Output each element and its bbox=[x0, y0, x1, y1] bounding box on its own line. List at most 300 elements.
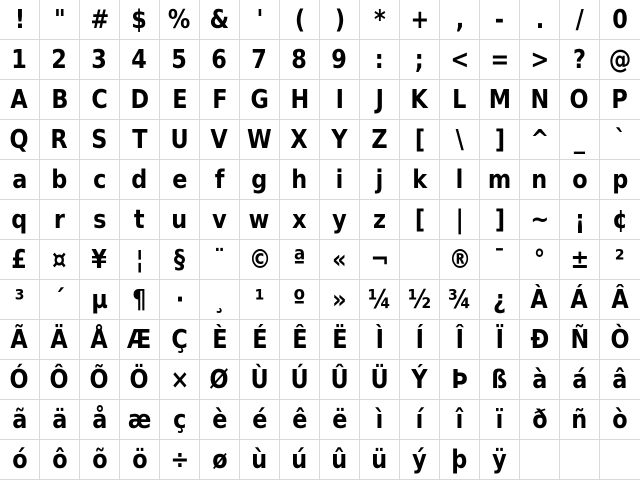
glyph-character: ¿ bbox=[493, 284, 506, 315]
glyph-cell[interactable] bbox=[240, 360, 280, 400]
glyph-cell[interactable] bbox=[600, 240, 640, 280]
glyph-cell[interactable] bbox=[400, 440, 440, 480]
glyph-cell[interactable] bbox=[360, 360, 400, 400]
glyph-character: ö bbox=[131, 444, 148, 475]
glyph-cell[interactable] bbox=[120, 400, 160, 440]
glyph-cell[interactable] bbox=[600, 440, 640, 480]
glyph-character: ^ bbox=[530, 124, 549, 155]
glyph-cell[interactable] bbox=[200, 240, 240, 280]
glyph-cell[interactable] bbox=[240, 80, 280, 120]
glyph-character: Ò bbox=[610, 324, 630, 355]
glyph-character: 3 bbox=[91, 44, 108, 75]
glyph-character: à bbox=[531, 364, 548, 395]
glyph-cell[interactable] bbox=[280, 240, 320, 280]
glyph-cell[interactable] bbox=[120, 80, 160, 120]
glyph-cell[interactable] bbox=[200, 360, 240, 400]
glyph-character: Ô bbox=[49, 364, 69, 395]
glyph-cell[interactable] bbox=[200, 320, 240, 360]
glyph-cell[interactable] bbox=[280, 400, 320, 440]
glyph-cell[interactable] bbox=[520, 280, 560, 320]
glyph-cell[interactable] bbox=[40, 120, 80, 160]
glyph-character: r bbox=[53, 204, 66, 235]
glyph-character: ± bbox=[570, 244, 589, 275]
glyph-cell[interactable] bbox=[520, 160, 560, 200]
glyph-cell[interactable] bbox=[0, 160, 40, 200]
glyph-cell[interactable] bbox=[200, 40, 240, 80]
glyph-cell[interactable] bbox=[520, 200, 560, 240]
glyph-cell[interactable] bbox=[0, 360, 40, 400]
glyph-character: ú bbox=[291, 444, 308, 475]
glyph-cell[interactable] bbox=[360, 160, 400, 200]
glyph-character: 7 bbox=[251, 44, 268, 75]
glyph-cell[interactable] bbox=[160, 360, 200, 400]
glyph-character: ¡ bbox=[574, 204, 585, 235]
glyph-cell[interactable] bbox=[240, 160, 280, 200]
glyph-cell[interactable] bbox=[160, 160, 200, 200]
glyph-cell[interactable] bbox=[560, 160, 600, 200]
glyph-character: ó bbox=[11, 444, 28, 475]
glyph-cell[interactable] bbox=[440, 80, 480, 120]
glyph-cell[interactable] bbox=[200, 120, 240, 160]
glyph-cell[interactable] bbox=[560, 280, 600, 320]
glyph-cell[interactable] bbox=[360, 400, 400, 440]
glyph-character: # bbox=[90, 4, 109, 35]
glyph-character: ñ bbox=[571, 404, 588, 435]
glyph-cell[interactable] bbox=[600, 120, 640, 160]
glyph-cell[interactable] bbox=[600, 40, 640, 80]
glyph-character: . bbox=[535, 4, 544, 35]
glyph-cell[interactable] bbox=[120, 360, 160, 400]
glyph-cell[interactable] bbox=[160, 120, 200, 160]
glyph-character: < bbox=[450, 44, 469, 75]
glyph-cell[interactable] bbox=[120, 440, 160, 480]
glyph-cell[interactable] bbox=[240, 320, 280, 360]
glyph-character: o bbox=[571, 164, 588, 195]
glyph-cell[interactable] bbox=[40, 240, 80, 280]
glyph-cell[interactable] bbox=[560, 80, 600, 120]
glyph-cell[interactable] bbox=[480, 360, 520, 400]
glyph-cell[interactable] bbox=[280, 320, 320, 360]
glyph-character: 5 bbox=[171, 44, 188, 75]
glyph-cell[interactable] bbox=[560, 440, 600, 480]
glyph-cell[interactable] bbox=[360, 120, 400, 160]
glyph-character: ¯ bbox=[493, 244, 506, 275]
glyph-cell[interactable] bbox=[40, 400, 80, 440]
glyph-cell[interactable] bbox=[320, 200, 360, 240]
glyph-cell[interactable] bbox=[320, 280, 360, 320]
glyph-cell[interactable] bbox=[400, 200, 440, 240]
glyph-cell[interactable] bbox=[480, 240, 520, 280]
glyph-cell[interactable] bbox=[360, 200, 400, 240]
glyph-cell[interactable] bbox=[120, 200, 160, 240]
glyph-character: ! bbox=[14, 4, 25, 35]
glyph-cell[interactable] bbox=[480, 80, 520, 120]
glyph-character: 8 bbox=[291, 44, 308, 75]
glyph-character: £ bbox=[11, 244, 28, 275]
glyph-cell[interactable] bbox=[320, 440, 360, 480]
glyph-cell[interactable] bbox=[440, 40, 480, 80]
glyph-cell[interactable] bbox=[400, 400, 440, 440]
glyph-character: ô bbox=[51, 444, 68, 475]
glyph-cell[interactable] bbox=[160, 40, 200, 80]
glyph-cell[interactable] bbox=[280, 40, 320, 80]
glyph-cell[interactable] bbox=[40, 160, 80, 200]
glyph-cell[interactable] bbox=[400, 160, 440, 200]
glyph-cell[interactable] bbox=[40, 280, 80, 320]
glyph-cell[interactable] bbox=[480, 40, 520, 80]
glyph-character: ¹ bbox=[254, 284, 265, 315]
glyph-character: ã bbox=[11, 404, 28, 435]
glyph-character: M bbox=[488, 84, 511, 115]
glyph-cell[interactable] bbox=[80, 200, 120, 240]
glyph-cell[interactable] bbox=[520, 40, 560, 80]
glyph-cell[interactable] bbox=[480, 120, 520, 160]
glyph-character: Ø bbox=[209, 364, 229, 395]
glyph-character: k bbox=[412, 164, 427, 195]
glyph-character: w bbox=[249, 204, 270, 235]
glyph-character: ] bbox=[494, 124, 505, 155]
glyph-cell[interactable] bbox=[400, 240, 440, 280]
glyph-character: * bbox=[373, 4, 386, 35]
glyph-cell[interactable] bbox=[600, 0, 640, 40]
glyph-cell[interactable] bbox=[440, 0, 480, 40]
glyph-character: ; bbox=[415, 44, 424, 75]
glyph-cell[interactable] bbox=[320, 40, 360, 80]
glyph-character: § bbox=[173, 244, 186, 275]
glyph-character: ) bbox=[334, 4, 345, 35]
glyph-character: ³ bbox=[14, 284, 25, 315]
glyph-cell[interactable] bbox=[400, 320, 440, 360]
glyph-cell[interactable] bbox=[480, 160, 520, 200]
glyph-character: ø bbox=[211, 444, 228, 475]
glyph-cell[interactable] bbox=[520, 240, 560, 280]
glyph-cell[interactable] bbox=[240, 400, 280, 440]
glyph-cell[interactable] bbox=[440, 120, 480, 160]
glyph-character: ' bbox=[256, 4, 263, 35]
glyph-cell[interactable] bbox=[440, 360, 480, 400]
glyph-cell[interactable] bbox=[480, 200, 520, 240]
glyph-cell[interactable] bbox=[80, 280, 120, 320]
glyph-cell[interactable] bbox=[120, 240, 160, 280]
glyph-character: Ì bbox=[375, 324, 384, 355]
glyph-cell[interactable] bbox=[320, 320, 360, 360]
glyph-cell[interactable] bbox=[0, 240, 40, 280]
glyph-cell[interactable] bbox=[560, 320, 600, 360]
glyph-cell[interactable] bbox=[40, 200, 80, 240]
glyph-cell[interactable] bbox=[280, 0, 320, 40]
glyph-cell[interactable] bbox=[80, 40, 120, 80]
glyph-character: [ bbox=[414, 124, 425, 155]
glyph-cell[interactable] bbox=[160, 320, 200, 360]
glyph-cell[interactable] bbox=[320, 160, 360, 200]
glyph-character: i bbox=[335, 164, 344, 195]
glyph-character: Î bbox=[455, 324, 464, 355]
glyph-character: þ bbox=[451, 444, 468, 475]
glyph-character: Â bbox=[611, 284, 629, 315]
glyph-cell[interactable] bbox=[520, 80, 560, 120]
glyph-cell[interactable] bbox=[600, 400, 640, 440]
glyph-cell[interactable] bbox=[440, 200, 480, 240]
glyph-character: H bbox=[290, 84, 309, 115]
glyph-cell[interactable] bbox=[240, 280, 280, 320]
glyph-cell[interactable] bbox=[600, 160, 640, 200]
glyph-cell[interactable] bbox=[560, 0, 600, 40]
glyph-cell[interactable] bbox=[400, 80, 440, 120]
glyph-character: × bbox=[170, 364, 189, 395]
glyph-character: ~ bbox=[530, 204, 549, 235]
glyph-cell[interactable] bbox=[0, 320, 40, 360]
glyph-cell[interactable] bbox=[200, 0, 240, 40]
glyph-cell[interactable] bbox=[440, 320, 480, 360]
glyph-cell[interactable] bbox=[600, 280, 640, 320]
glyph-cell[interactable] bbox=[200, 280, 240, 320]
glyph-cell[interactable] bbox=[440, 240, 480, 280]
glyph-cell[interactable] bbox=[360, 320, 400, 360]
glyph-cell[interactable] bbox=[280, 280, 320, 320]
glyph-character: p bbox=[611, 164, 629, 195]
glyph-cell[interactable] bbox=[400, 120, 440, 160]
glyph-cell[interactable] bbox=[0, 120, 40, 160]
glyph-cell[interactable] bbox=[80, 240, 120, 280]
glyph-cell[interactable] bbox=[480, 400, 520, 440]
glyph-character: ] bbox=[494, 204, 505, 235]
glyph-cell[interactable] bbox=[600, 80, 640, 120]
glyph-cell[interactable] bbox=[120, 40, 160, 80]
glyph-cell[interactable] bbox=[520, 400, 560, 440]
glyph-character: 2 bbox=[51, 44, 68, 75]
glyph-cell[interactable] bbox=[240, 240, 280, 280]
glyph-character: s bbox=[92, 204, 107, 235]
glyph-cell[interactable] bbox=[280, 120, 320, 160]
glyph-character: ì bbox=[375, 404, 384, 435]
glyph-cell[interactable] bbox=[360, 240, 400, 280]
glyph-character: 1 bbox=[11, 44, 28, 75]
glyph-character: : bbox=[375, 44, 384, 75]
glyph-character: ¸ bbox=[213, 284, 226, 315]
glyph-character: » bbox=[332, 284, 347, 315]
glyph-character: ² bbox=[615, 244, 625, 275]
glyph-character: û bbox=[331, 444, 348, 475]
glyph-character: - bbox=[494, 4, 505, 35]
glyph-cell[interactable] bbox=[40, 0, 80, 40]
glyph-character: J bbox=[375, 84, 384, 115]
glyph-character: Ö bbox=[129, 364, 149, 395]
glyph-cell[interactable] bbox=[40, 80, 80, 120]
glyph-character: Ð bbox=[530, 324, 549, 355]
glyph-cell[interactable] bbox=[520, 320, 560, 360]
glyph-cell[interactable] bbox=[240, 0, 280, 40]
glyph-character: 0 bbox=[612, 4, 628, 35]
glyph-character: Í bbox=[415, 324, 424, 355]
glyph-character: Ú bbox=[290, 364, 309, 395]
glyph-cell[interactable] bbox=[0, 40, 40, 80]
glyph-character: É bbox=[251, 324, 268, 355]
glyph-character: W bbox=[247, 124, 272, 155]
glyph-character: º bbox=[293, 284, 306, 315]
glyph-cell[interactable] bbox=[280, 160, 320, 200]
glyph-cell[interactable] bbox=[240, 120, 280, 160]
glyph-character: d bbox=[131, 164, 148, 195]
glyph-cell[interactable] bbox=[160, 80, 200, 120]
glyph-character: « bbox=[332, 244, 347, 275]
glyph-cell[interactable] bbox=[560, 360, 600, 400]
glyph-character: + bbox=[410, 4, 429, 35]
glyph-cell[interactable] bbox=[520, 0, 560, 40]
glyph-cell[interactable] bbox=[120, 120, 160, 160]
glyph-cell[interactable] bbox=[280, 360, 320, 400]
glyph-cell[interactable] bbox=[240, 440, 280, 480]
glyph-cell[interactable] bbox=[360, 440, 400, 480]
glyph-cell[interactable] bbox=[40, 440, 80, 480]
glyph-character: u bbox=[171, 204, 188, 235]
glyph-character: N bbox=[530, 84, 549, 115]
glyph-cell[interactable] bbox=[320, 120, 360, 160]
glyph-cell[interactable] bbox=[280, 200, 320, 240]
glyph-cell[interactable] bbox=[560, 240, 600, 280]
glyph-cell[interactable] bbox=[80, 320, 120, 360]
glyph-cell[interactable] bbox=[440, 440, 480, 480]
glyph-character: Ù bbox=[250, 364, 269, 395]
glyph-cell[interactable] bbox=[160, 0, 200, 40]
glyph-cell[interactable] bbox=[360, 280, 400, 320]
glyph-cell[interactable] bbox=[440, 280, 480, 320]
glyph-character: 4 bbox=[131, 44, 148, 75]
glyph-character: ¶ bbox=[132, 284, 147, 315]
glyph-cell[interactable] bbox=[600, 320, 640, 360]
glyph-character: D bbox=[130, 84, 149, 115]
glyph-character: Ã bbox=[10, 324, 29, 355]
glyph-cell[interactable] bbox=[480, 280, 520, 320]
glyph-character: ` bbox=[614, 124, 626, 155]
glyph-character: Û bbox=[330, 364, 349, 395]
glyph-cell[interactable] bbox=[600, 360, 640, 400]
glyph-cell[interactable] bbox=[440, 160, 480, 200]
glyph-character: j bbox=[375, 164, 384, 195]
glyph-cell[interactable] bbox=[320, 0, 360, 40]
glyph-cell[interactable] bbox=[320, 400, 360, 440]
glyph-cell[interactable] bbox=[40, 320, 80, 360]
glyph-cell[interactable] bbox=[160, 240, 200, 280]
glyph-cell[interactable] bbox=[120, 280, 160, 320]
glyph-cell[interactable] bbox=[480, 440, 520, 480]
glyph-character: È bbox=[211, 324, 228, 355]
glyph-cell[interactable] bbox=[480, 320, 520, 360]
glyph-cell[interactable] bbox=[0, 80, 40, 120]
glyph-cell[interactable] bbox=[360, 40, 400, 80]
glyph-character: ¥ bbox=[91, 244, 108, 275]
glyph-character: ® bbox=[448, 244, 471, 275]
glyph-cell[interactable] bbox=[0, 0, 40, 40]
glyph-character: ü bbox=[371, 444, 388, 475]
glyph-cell[interactable] bbox=[200, 160, 240, 200]
glyph-character: | bbox=[455, 204, 464, 235]
glyph-cell[interactable] bbox=[560, 400, 600, 440]
glyph-cell[interactable] bbox=[480, 0, 520, 40]
glyph-character: å bbox=[91, 404, 108, 435]
glyph-cell[interactable] bbox=[0, 400, 40, 440]
glyph-cell[interactable] bbox=[80, 360, 120, 400]
glyph-character: e bbox=[171, 164, 188, 195]
glyph-cell[interactable] bbox=[400, 40, 440, 80]
glyph-cell[interactable] bbox=[200, 80, 240, 120]
glyph-character: h bbox=[291, 164, 308, 195]
glyph-cell[interactable] bbox=[360, 80, 400, 120]
glyph-cell[interactable] bbox=[120, 0, 160, 40]
glyph-cell[interactable] bbox=[200, 400, 240, 440]
glyph-cell[interactable] bbox=[160, 440, 200, 480]
glyph-character: % bbox=[168, 4, 191, 35]
glyph-character: À bbox=[530, 284, 549, 315]
glyph-character: Ç bbox=[171, 324, 188, 355]
glyph-cell[interactable] bbox=[520, 120, 560, 160]
glyph-character: g bbox=[251, 164, 268, 195]
glyph-character: / bbox=[575, 4, 584, 35]
glyph-cell[interactable] bbox=[160, 280, 200, 320]
glyph-character: U bbox=[170, 124, 189, 155]
glyph-cell[interactable] bbox=[280, 440, 320, 480]
glyph-cell[interactable] bbox=[80, 80, 120, 120]
glyph-character: $ bbox=[131, 4, 148, 35]
glyph-character: , bbox=[455, 4, 464, 35]
glyph-cell[interactable] bbox=[80, 440, 120, 480]
glyph-character: 9 bbox=[331, 44, 348, 75]
glyph-cell[interactable] bbox=[40, 40, 80, 80]
glyph-character: x bbox=[292, 204, 307, 235]
glyph-cell[interactable] bbox=[520, 440, 560, 480]
glyph-cell[interactable] bbox=[160, 400, 200, 440]
glyph-cell[interactable] bbox=[520, 360, 560, 400]
glyph-cell[interactable] bbox=[80, 0, 120, 40]
glyph-character: Y bbox=[331, 124, 348, 155]
glyph-cell[interactable] bbox=[320, 360, 360, 400]
glyph-cell[interactable] bbox=[320, 80, 360, 120]
glyph-cell[interactable] bbox=[80, 120, 120, 160]
glyph-cell[interactable] bbox=[600, 200, 640, 240]
glyph-character: ¢ bbox=[612, 204, 628, 235]
glyph-character: T bbox=[131, 124, 148, 155]
glyph-cell[interactable] bbox=[560, 200, 600, 240]
glyph-character: m bbox=[487, 164, 512, 195]
glyph-character: l bbox=[455, 164, 464, 195]
glyph-cell[interactable] bbox=[440, 400, 480, 440]
glyph-cell[interactable] bbox=[120, 320, 160, 360]
glyph-cell[interactable] bbox=[120, 160, 160, 200]
glyph-cell[interactable] bbox=[200, 200, 240, 240]
glyph-character: ù bbox=[251, 444, 268, 475]
glyph-cell[interactable] bbox=[320, 240, 360, 280]
glyph-character: ´ bbox=[53, 284, 66, 315]
glyph-cell[interactable] bbox=[0, 280, 40, 320]
glyph-character: è bbox=[211, 404, 228, 435]
glyph-cell[interactable] bbox=[400, 280, 440, 320]
glyph-cell[interactable] bbox=[240, 200, 280, 240]
glyph-cell[interactable] bbox=[360, 0, 400, 40]
glyph-cell[interactable] bbox=[0, 200, 40, 240]
glyph-cell[interactable] bbox=[40, 360, 80, 400]
glyph-cell[interactable] bbox=[160, 200, 200, 240]
glyph-cell[interactable] bbox=[400, 0, 440, 40]
glyph-character: Z bbox=[371, 124, 388, 155]
glyph-cell[interactable] bbox=[280, 80, 320, 120]
glyph-cell[interactable] bbox=[0, 440, 40, 480]
glyph-cell[interactable] bbox=[560, 120, 600, 160]
glyph-cell[interactable] bbox=[240, 40, 280, 80]
glyph-cell[interactable] bbox=[80, 400, 120, 440]
glyph-cell[interactable] bbox=[560, 40, 600, 80]
glyph-cell[interactable] bbox=[200, 440, 240, 480]
glyph-cell[interactable] bbox=[80, 160, 120, 200]
glyph-cell[interactable] bbox=[400, 360, 440, 400]
